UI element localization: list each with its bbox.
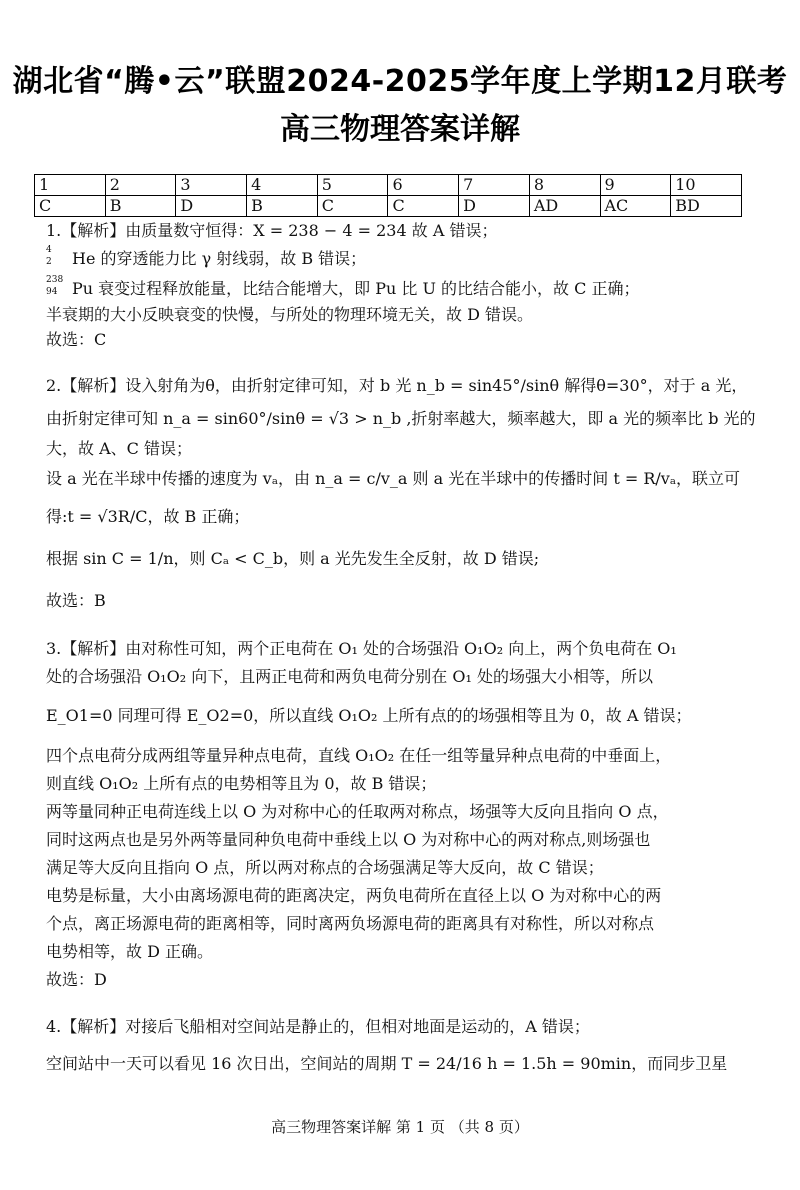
q1-line-1: 1.【解析】由质量数守恒得：X = 238 − 4 = 234 故 A 错误；	[46, 221, 498, 240]
question-number: 7	[459, 175, 530, 196]
answer-cell: C	[35, 196, 106, 217]
q3-line-9: 电势是标量，大小由离场源电荷的距离决定，两负电荷所在直径上以 O 为对称中心的两	[46, 886, 662, 905]
question-number: 1	[35, 175, 106, 196]
helium-nuclide: 4 2	[46, 245, 52, 267]
answer-cell: BD	[671, 196, 742, 217]
answer-cell: AD	[529, 196, 600, 217]
q2-line-6: 根据 sin C = 1/n，则 Cₐ < C_b，则 a 光先发生全反射，故 D 错误;	[46, 549, 540, 568]
question-number: 5	[317, 175, 388, 196]
q2-line-5: 得:t = √3R/C，故 B 正确；	[46, 507, 250, 526]
answer-cell: D	[459, 196, 530, 217]
answer-table-answer-row	[35, 196, 742, 217]
q1-line-2-text: He 的穿透能力比 γ 射线弱，故 B 错误；	[72, 249, 367, 268]
q1-line-3-text: Pu 衰变过程释放能量，比结合能增大，即 Pu 比 U 的比结合能小，故 C 正确；	[72, 279, 640, 298]
q3-line-6: 两等量同种正电荷连线上以 O 为对称中心的任取两对称点，场强等大反向且指向 O 点，	[46, 802, 669, 821]
q3-line-4: 四个点电荷分成两组等量异种点电荷，直线 O₁O₂ 在任一组等量异种点电荷的中垂面上，	[46, 746, 672, 765]
q4-line-1: 4.【解析】对接后飞船相对空间站是静止的，但相对地面是运动的，A 错误；	[46, 1017, 590, 1036]
answer-cell: B	[105, 196, 176, 217]
q3-line-10: 个点，离正场源电荷的距离相等，同时离两负场源电荷的距离具有对称性，所以对称点	[46, 914, 655, 933]
answer-cell: C	[388, 196, 459, 217]
answer-cell: C	[317, 196, 388, 217]
q2-line-1: 2.【解析】设入射角为θ，由折射定律可知，对 b 光 n_b = sin45°/sinθ 解得θ=30°，对于 a 光，	[46, 376, 748, 395]
question-number: 3	[176, 175, 247, 196]
q2-line-3: 大，故 A、C 错误；	[46, 439, 192, 458]
q3-line-8: 满足等大反向且指向 O 点，所以两对称点的合场强满足等大反向，故 C 错误；	[46, 858, 604, 877]
q3-line-7: 同时这两点也是另外两等量同种负电荷中垂线上以 O 为对称中心的两对称点,则场强也	[46, 830, 651, 849]
q2-line-4: 设 a 光在半球中传播的速度为 vₐ，由 n_a = c/v_a 则 a 光在半球中的传播时间 t = R/vₐ，联立可	[46, 469, 740, 488]
q3-line-2: 处的合场强沿 O₁O₂ 向下，且两正电荷和两负电荷分别在 O₁ 处的场强大小相等，所以	[46, 667, 653, 686]
question-number: 6	[388, 175, 459, 196]
answer-cell: B	[247, 196, 318, 217]
question-number: 8	[529, 175, 600, 196]
q2-answer: 故选：B	[46, 591, 106, 610]
document-title: 湖北省“腾•云”联盟2024-2025学年度上学期12月联考	[12, 64, 788, 99]
answer-table-header-row	[35, 175, 742, 196]
plutonium-nuclide: 238 94	[46, 275, 64, 297]
q3-answer: 故选：D	[46, 970, 107, 989]
q1-line-4: 半衰期的大小反映衰变的快慢，与所处的物理环境无关，故 D 错误。	[46, 305, 534, 324]
document-subtitle: 高三物理答案详解	[280, 112, 520, 147]
q4-line-2: 空间站中一天可以看见 16 次日出，空间站的周期 T = 24/16 h = 1.5h = 90min，而同步卫星	[46, 1054, 728, 1073]
question-number: 9	[600, 175, 671, 196]
question-number: 4	[247, 175, 318, 196]
q1-line-3	[46, 275, 640, 300]
q3-line-1: 3.【解析】由对称性可知，两个正电荷在 O₁ 处的合场强沿 O₁O₂ 向上，两个负电荷在 O₁	[46, 639, 677, 658]
q1-line-2	[46, 245, 367, 270]
q3-line-11: 电势相等，故 D 正确。	[46, 942, 214, 961]
page-footer: 高三物理答案详解 第 1 页 （共 8 页）	[271, 1118, 529, 1136]
answer-cell: AC	[600, 196, 671, 217]
q2-line-2: 由折射定律可知 n_a = sin60°/sinθ = √3 > n_b ,折射率越大，频率越大，即 a 光的频率比 b 光的	[46, 409, 756, 428]
q3-line-3: E_O1=0 同理可得 E_O2=0，所以直线 O₁O₂ 上所有点的的场强相等且为 0，故 A 错误；	[46, 706, 692, 725]
q1-answer: 故选：C	[46, 330, 107, 349]
q3-line-5: 则直线 O₁O₂ 上所有点的电势相等且为 0，故 B 错误；	[46, 774, 437, 793]
question-number: 2	[105, 175, 176, 196]
question-number: 10	[671, 175, 742, 196]
answer-table	[34, 174, 742, 217]
answer-cell: D	[176, 196, 247, 217]
